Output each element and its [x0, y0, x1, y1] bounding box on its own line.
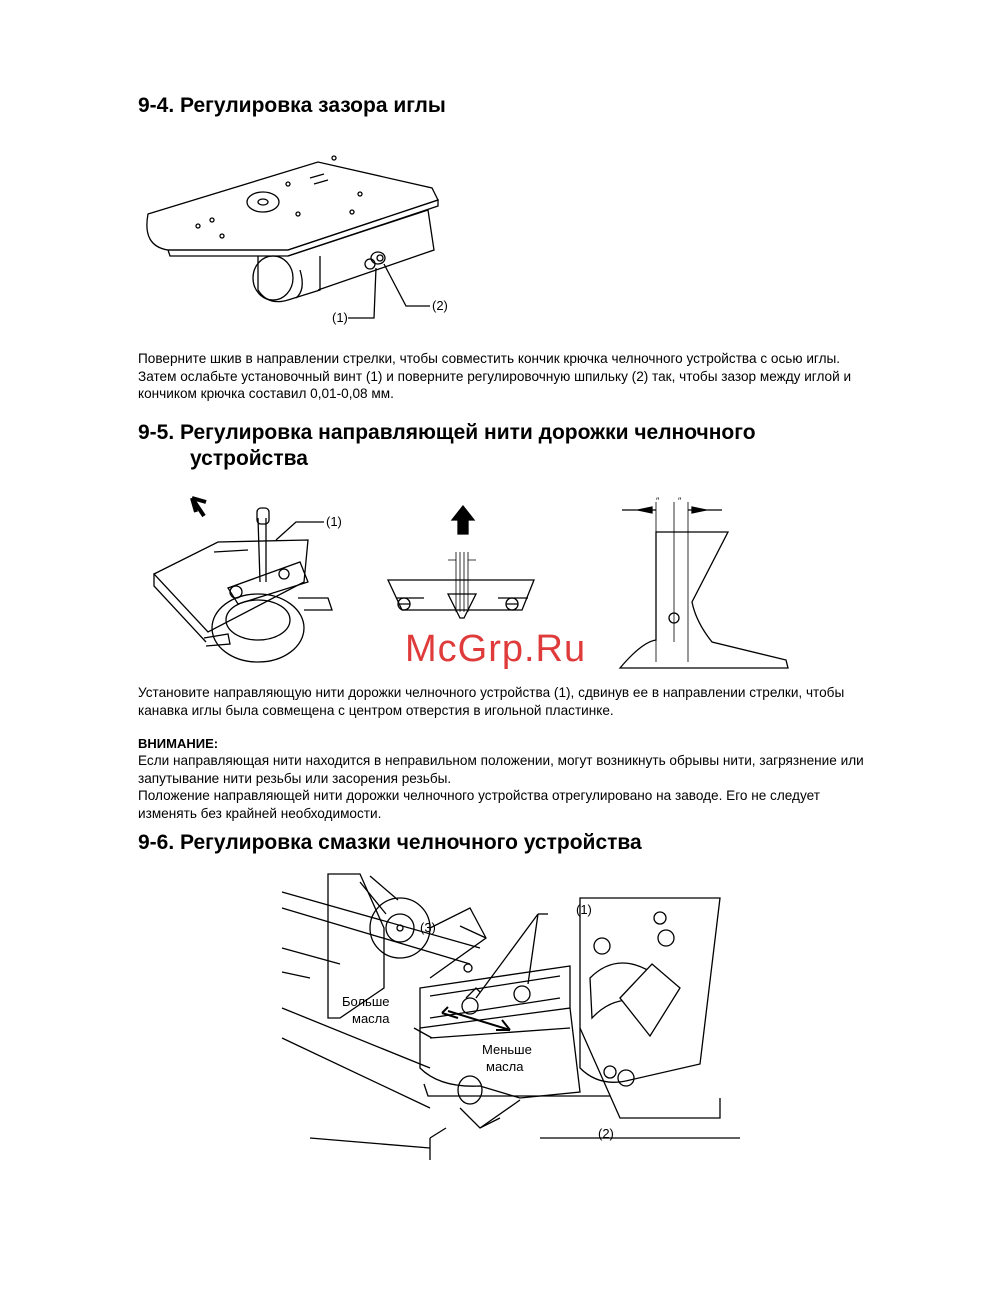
callout-3-label: (3) [420, 920, 436, 935]
callout-1-label: (1) [576, 902, 592, 917]
figure-thread-guide-top-view [384, 502, 542, 630]
heading-9-4: 9-4. Регулировка зазора иглы [138, 94, 446, 117]
warning-paragraph [138, 752, 938, 822]
heading-line: 9-5. Регулировка направляющей нити дорожки челночного [138, 421, 756, 444]
text-line: изменять без крайней необходимости. [138, 805, 382, 821]
text-line: Установите направляющую нити дорожки челночного устройства (1), сдвинув ее в направлении стрелки, чтобы [138, 685, 845, 700]
more-oil-label: масла [352, 1011, 390, 1026]
paragraph-9-4 [138, 350, 938, 403]
warning-title: ВНИМАНИЕ: [138, 736, 219, 751]
text-line: кончиком крючка составил 0,01-0,08 мм. [138, 386, 394, 401]
less-oil-label: масла [486, 1059, 524, 1074]
figure-hook-lubrication [280, 868, 740, 1160]
heading-9-6: 9-6. Регулировка смазки челночного устройства [138, 831, 642, 854]
watermark: McGrp.Ru [405, 628, 587, 670]
callout-1-label: (1) [326, 514, 342, 529]
text-line: Затем ослабьте установочный винт (1) и поверните регулировочную шпильку (2) так, чтобы зазор между иглой и [138, 368, 852, 384]
callout-2-label: (2) [432, 298, 448, 313]
gap-mark: ″ [656, 496, 660, 506]
text-line: Положение направляющей нити дорожки челночного устройства отрегулировано на заводе. Его не следует [138, 788, 820, 803]
callout-1-label: (1) [332, 310, 348, 325]
figure-needle-gap [138, 140, 458, 330]
figure-thread-guide-perspective [148, 492, 356, 670]
text-line: Если направляющая нити находится в неправильном положении, могут возникнуть обрывы нити, загрязнение или [138, 753, 864, 768]
more-oil-label: Больше [342, 994, 390, 1009]
heading-9-5 [138, 420, 756, 472]
figure-thread-guide-profile [612, 492, 798, 680]
less-oil-label: Меньше [482, 1042, 532, 1057]
paragraph-9-5 [138, 684, 938, 719]
gap-mark: ″ [678, 496, 682, 506]
text-line: канавка иглы была совмещена с центром отверстия в игольной пластинке. [138, 702, 614, 718]
text-line: Поверните шкив в направлении стрелки, чтобы совместить кончик крючка челночного устройства с осью иглы. [138, 351, 841, 366]
heading-line: устройства [190, 447, 308, 470]
text-line: запутывание нити резьбы или засорения резьбы. [138, 770, 452, 786]
callout-2-label: (2) [598, 1126, 614, 1141]
